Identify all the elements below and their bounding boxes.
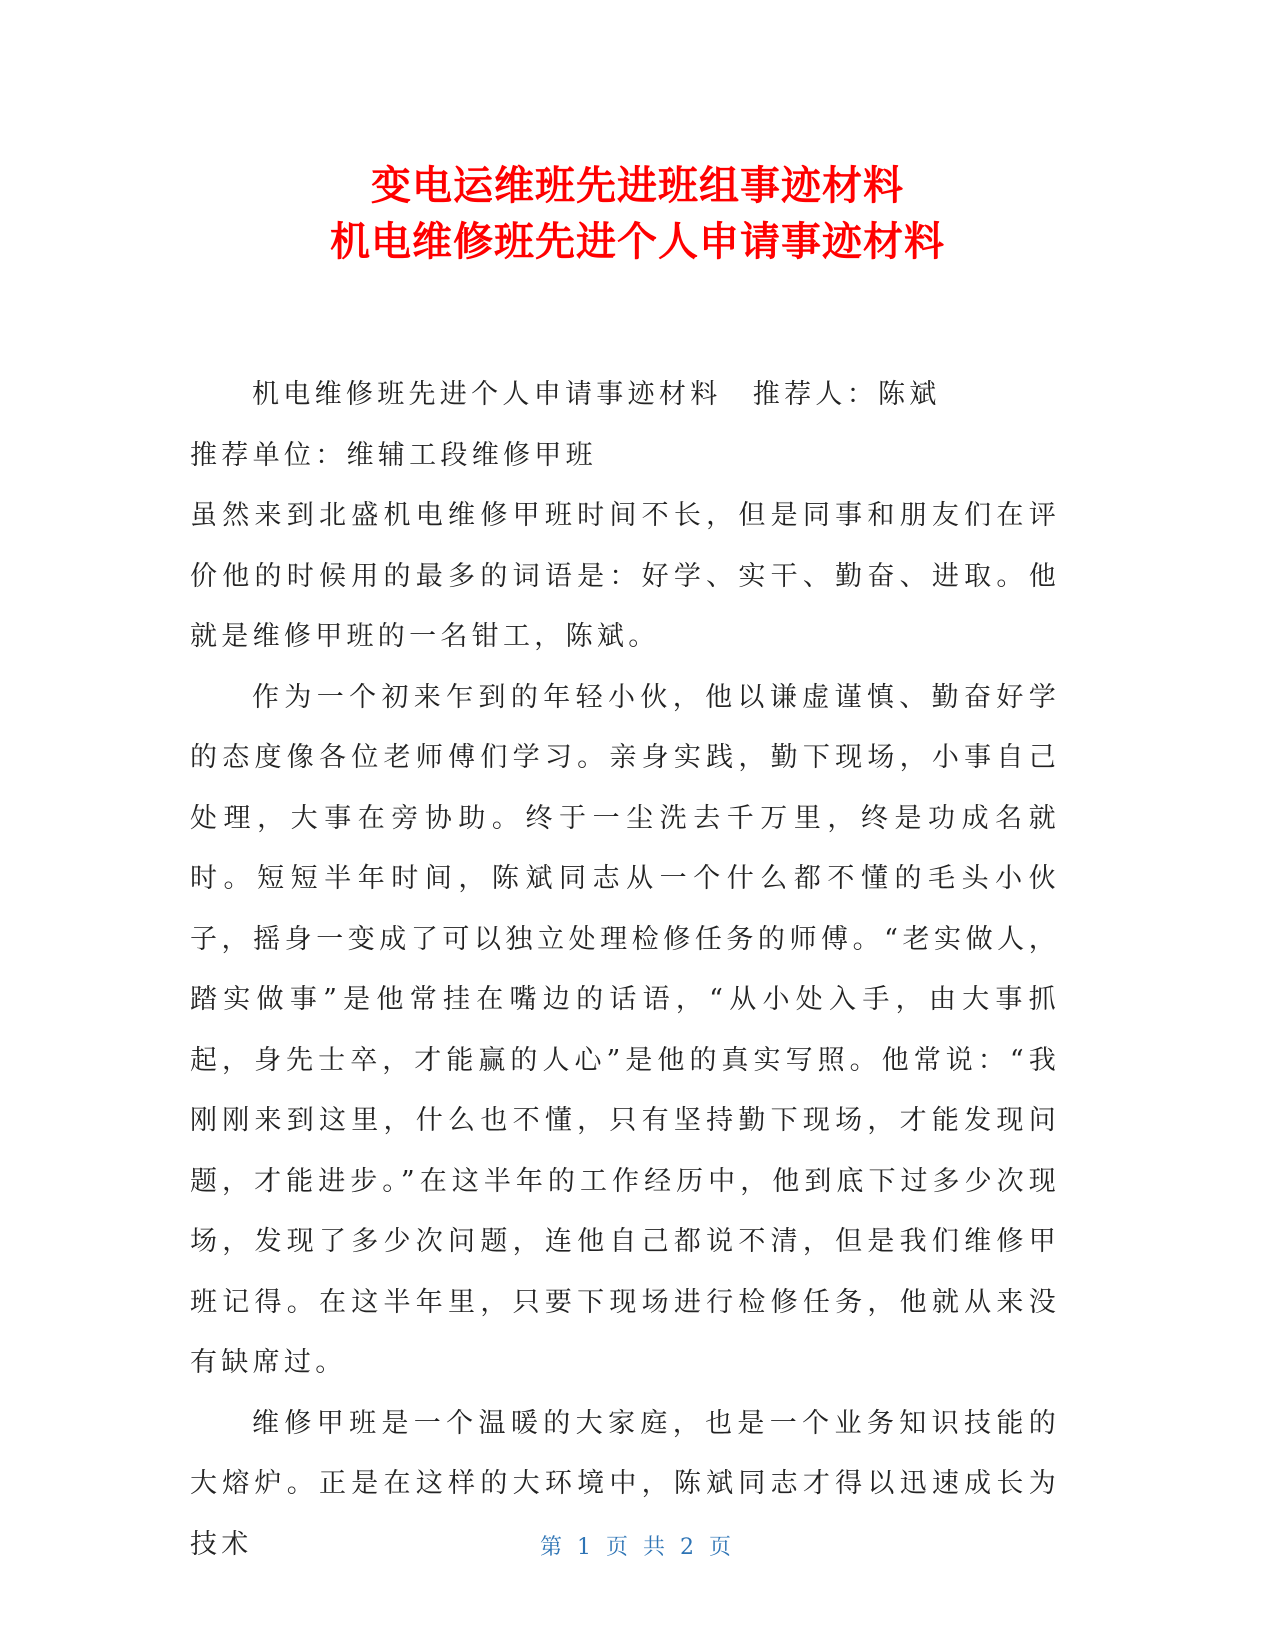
document-subtitle: 机电维修班先进个人申请事迹材料 (330, 219, 945, 265)
paragraph: 虽然来到北盛机电维修甲班时间不长，但是同事和朋友们在评价他的时候用的最多的词语是：好学、实干、勤奋、进取。他就是维修甲班的一名钳工，陈斌。 (190, 500, 1060, 652)
paragraph: 作为一个初来乍到的年轻小伙，他以谦虚谨慎、勤奋好学的态度像各位老师傅们学习。亲身实践，勤下现场，小事自己处理，大事在旁协助。终于一尘洗去千万里，终是功成名就时。短短半年时间，陈斌同志从一个什么都不懂的毛头小伙子，摇身一变成了可以独立处理检修任务的师傅。“老实做人，踏实做事”是他常挂在嘴边的话语，“从小处入手，由大事抓起，身先士卒，才能赢的人心”是他的真实写照。他常说：“我刚刚来到这里，什么也不懂，只有坚持勤下现场，才能发现问题，才能进步。”在这半年的工作经历中，他到底下过多少次现场，发现了多少次问题，连他自己都说不清，但是我们维修甲班记得。在这半年里，只要下现场进行检修任务，他就从来没有缺席过。 (190, 681, 1060, 1378)
title-block (0, 158, 1275, 270)
recommending-unit: 推荐单位：维辅工段维修甲班 (190, 439, 597, 471)
body-text (190, 365, 1060, 1575)
page-number: 第 1 页 共 2 页 (540, 1535, 735, 1560)
paragraph: 维修甲班是一个温暖的大家庭，也是一个业务知识技能的大熔炉。正是在这样的大环境中，陈斌同志才得以迅速成长为技术 (190, 1407, 1060, 1560)
recommendation-line: 机电维修班先进个人申请事迹材料 推荐人：陈斌 (252, 379, 941, 410)
document-title: 变电运维班先进班组事迹材料 (371, 163, 904, 209)
